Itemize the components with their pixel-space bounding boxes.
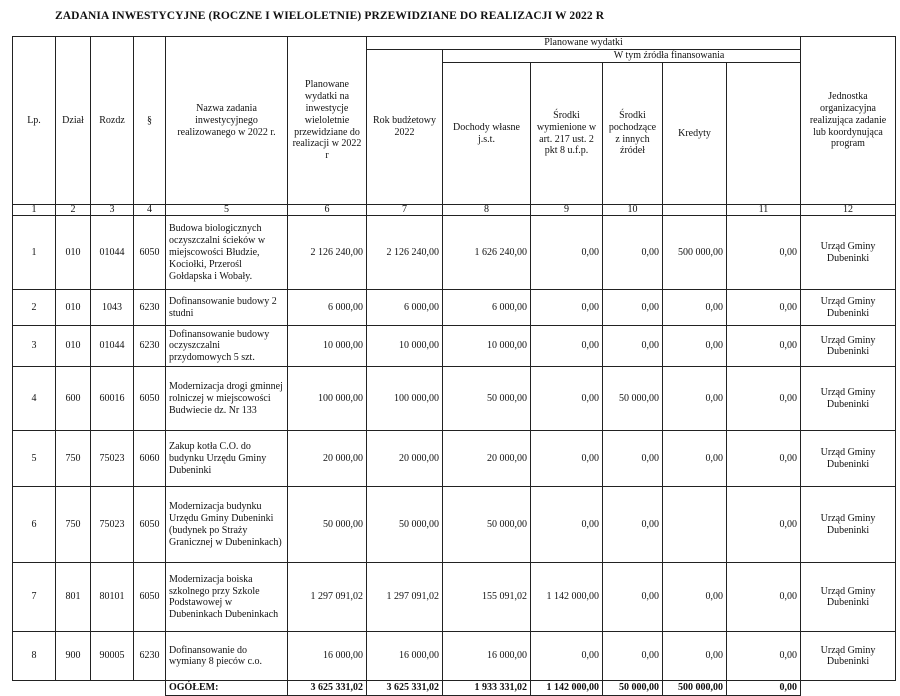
table-row: [13, 216, 896, 290]
header-jednostka: Jednostka organizacyjna realizująca zadanie lub koordynująca program: [801, 37, 896, 205]
cell-srodki-217: 0,00: [531, 290, 603, 326]
cell-srodki-5: 0,00: [727, 326, 801, 367]
cell-jednostka: Urząd Gminy Dubeninki: [801, 487, 896, 563]
total-blank: [801, 681, 896, 696]
cell-jednostka: Urząd Gminy Dubeninki: [801, 326, 896, 367]
cell-rok: 10 000,00: [367, 326, 443, 367]
header-w-tym-zrodla: W tym źródła finansowania: [443, 50, 896, 63]
cell-paragraf: 6050: [134, 367, 166, 431]
cell-dzial: 010: [56, 326, 91, 367]
cell-planowane: 2 126 240,00: [288, 216, 367, 290]
column-number: 3: [91, 205, 134, 216]
cell-dochody: 155 091,02: [443, 563, 531, 632]
cell-paragraf: 6230: [134, 326, 166, 367]
cell-rozdz: 01044: [91, 216, 134, 290]
cell-planowane: 50 000,00: [288, 487, 367, 563]
header-dzial: Dział: [56, 37, 91, 205]
cell-srodki-inne: 0,00: [603, 563, 663, 632]
header-empty: [727, 62, 801, 205]
total-blank: [91, 681, 134, 696]
cell-planowane: 6 000,00: [288, 290, 367, 326]
cell-dzial: 801: [56, 563, 91, 632]
cell-rok: 100 000,00: [367, 367, 443, 431]
column-number: 1: [13, 205, 56, 216]
cell-dochody: 50 000,00: [443, 367, 531, 431]
cell-dzial: 900: [56, 632, 91, 681]
cell-kredyty: 0,00: [663, 290, 727, 326]
cell-nazwa: Dofinansowanie do wymiany 8 pieców c.o.: [166, 632, 288, 681]
cell-kredyty: 0,00: [663, 326, 727, 367]
cell-srodki-5: 0,00: [727, 487, 801, 563]
cell-srodki-217: 0,00: [531, 632, 603, 681]
cell-planowane: 16 000,00: [288, 632, 367, 681]
cell-srodki-5: 0,00: [727, 290, 801, 326]
cell-dochody: 16 000,00: [443, 632, 531, 681]
cell-srodki-inne: 0,00: [603, 431, 663, 487]
cell-rok: 16 000,00: [367, 632, 443, 681]
total-dochody: 1 933 331,02: [443, 681, 531, 696]
column-number: 9: [531, 205, 603, 216]
cell-jednostka: Urząd Gminy Dubeninki: [801, 563, 896, 632]
cell-lp: 1: [13, 216, 56, 290]
cell-paragraf: 6060: [134, 431, 166, 487]
total-row: [13, 681, 896, 696]
cell-rok: 1 297 091,02: [367, 563, 443, 632]
cell-srodki-inne: 50 000,00: [603, 367, 663, 431]
cell-srodki-inne: 0,00: [603, 290, 663, 326]
column-number: 2: [56, 205, 91, 216]
column-number: 5: [166, 205, 288, 216]
document-title: ZADANIA INWESTYCYJNE (ROCZNE I WIELOLETNIE) PRZEWIDZIANE DO REALIZACJI W 2022 R: [55, 10, 605, 22]
header-rozdz: Rozdz: [91, 37, 134, 205]
cell-jednostka: Urząd Gminy Dubeninki: [801, 367, 896, 431]
cell-kredyty: 0,00: [663, 563, 727, 632]
cell-rozdz: 90005: [91, 632, 134, 681]
cell-srodki-217: 1 142 000,00: [531, 563, 603, 632]
cell-dzial: 010: [56, 216, 91, 290]
cell-jednostka: Urząd Gminy Dubeninki: [801, 290, 896, 326]
cell-rozdz: 60016: [91, 367, 134, 431]
cell-lp: 7: [13, 563, 56, 632]
cell-paragraf: 6230: [134, 632, 166, 681]
cell-dochody: 20 000,00: [443, 431, 531, 487]
cell-kredyty: 0,00: [663, 431, 727, 487]
cell-planowane: 20 000,00: [288, 431, 367, 487]
cell-lp: 5: [13, 431, 56, 487]
table-row: [13, 632, 896, 681]
column-number: 12: [801, 205, 896, 216]
cell-srodki-inne: 0,00: [603, 487, 663, 563]
total-srodki-inne: 50 000,00: [603, 681, 663, 696]
cell-dochody: 50 000,00: [443, 487, 531, 563]
cell-srodki-217: 0,00: [531, 216, 603, 290]
cell-srodki-217: 0,00: [531, 367, 603, 431]
cell-nazwa: Modernizacja budynku Urzędu Gminy Dubeninki (budynek po Straży Granicznej w Dubeninkach): [166, 487, 288, 563]
header-dochody: Dochody własne j.s.t.: [443, 62, 531, 205]
cell-nazwa: Dofinansowanie budowy oczyszczalni przydomowych 5 szt.: [166, 326, 288, 367]
cell-paragraf: 6050: [134, 216, 166, 290]
cell-srodki-5: 0,00: [727, 431, 801, 487]
cell-kredyty: 0,00: [663, 632, 727, 681]
table-row: [13, 487, 896, 563]
cell-lp: 2: [13, 290, 56, 326]
cell-jednostka: Urząd Gminy Dubeninki: [801, 431, 896, 487]
cell-rozdz: 01044: [91, 326, 134, 367]
investment-table: [12, 36, 896, 696]
cell-srodki-5: 0,00: [727, 632, 801, 681]
cell-dzial: 750: [56, 487, 91, 563]
cell-srodki-5: 0,00: [727, 367, 801, 431]
table-row: [13, 431, 896, 487]
cell-rok: 50 000,00: [367, 487, 443, 563]
cell-rozdz: 80101: [91, 563, 134, 632]
cell-kredyty: 0,00: [663, 367, 727, 431]
column-number-row: [13, 205, 896, 216]
cell-paragraf: 6050: [134, 487, 166, 563]
cell-planowane: 100 000,00: [288, 367, 367, 431]
header-srodki-217: Środki wymienione w art. 217 ust. 2 pkt 8 u.f.p.: [531, 62, 603, 205]
table-row: [13, 367, 896, 431]
cell-rok: 20 000,00: [367, 431, 443, 487]
cell-paragraf: 6230: [134, 290, 166, 326]
total-planowane: 3 625 331,02: [288, 681, 367, 696]
cell-dochody: 6 000,00: [443, 290, 531, 326]
cell-rozdz: 75023: [91, 431, 134, 487]
column-number: 6: [288, 205, 367, 216]
cell-lp: 4: [13, 367, 56, 431]
cell-rozdz: 1043: [91, 290, 134, 326]
total-rok: 3 625 331,02: [367, 681, 443, 696]
cell-dochody: 10 000,00: [443, 326, 531, 367]
cell-dzial: 600: [56, 367, 91, 431]
cell-nazwa: Modernizacja boiska szkolnego przy Szkole Podstawowej w Dubeninkach Dubeninkach: [166, 563, 288, 632]
cell-dochody: 1 626 240,00: [443, 216, 531, 290]
cell-lp: 3: [13, 326, 56, 367]
cell-dzial: 010: [56, 290, 91, 326]
cell-srodki-5: 0,00: [727, 563, 801, 632]
cell-srodki-inne: 0,00: [603, 216, 663, 290]
header-planowane-wydatki: Planowane wydatki: [367, 37, 801, 50]
cell-rozdz: 75023: [91, 487, 134, 563]
header-rok-budzetowy: Rok budżetowy 2022: [367, 50, 443, 205]
cell-planowane: 1 297 091,02: [288, 563, 367, 632]
total-srodki-217: 1 142 000,00: [531, 681, 603, 696]
header-lp: Lp.: [13, 37, 56, 205]
header-srodki-inne: Środki pochodzące z innych źródeł: [603, 62, 663, 205]
column-number: 4: [134, 205, 166, 216]
total-blank: [134, 681, 166, 696]
table-row: [13, 290, 896, 326]
column-number: 7: [367, 205, 443, 216]
cell-jednostka: Urząd Gminy Dubeninki: [801, 632, 896, 681]
header-planowane-lacznie: Planowane wydatki na inwestycje wieloletnie przewidziane do realizacji w 2022 r: [288, 37, 367, 205]
column-number: 8: [443, 205, 531, 216]
table-row: [13, 326, 896, 367]
cell-jednostka: Urząd Gminy Dubeninki: [801, 216, 896, 290]
header-kredyty: Kredyty: [663, 62, 727, 205]
cell-nazwa: Dofinansowanie budowy 2 studni: [166, 290, 288, 326]
cell-planowane: 10 000,00: [288, 326, 367, 367]
total-blank: [13, 681, 56, 696]
cell-dzial: 750: [56, 431, 91, 487]
cell-srodki-inne: 0,00: [603, 326, 663, 367]
column-number: [663, 205, 727, 216]
cell-nazwa: Budowa biologicznych oczyszczalni ścieków w miejscowości Błudzie, Kociołki, Przerośl Gołdapska i Wobały.: [166, 216, 288, 290]
total-label: OGÓŁEM:: [166, 681, 288, 696]
column-number: 10: [603, 205, 663, 216]
total-kredyty: 500 000,00: [663, 681, 727, 696]
cell-kredyty: [663, 487, 727, 563]
header-paragraf: §: [134, 37, 166, 205]
cell-srodki-5: 0,00: [727, 216, 801, 290]
cell-nazwa: Modernizacja drogi gminnej rolniczej w miejscowości Budwiecie dz. Nr 133: [166, 367, 288, 431]
column-number: 11: [727, 205, 801, 216]
cell-srodki-217: 0,00: [531, 326, 603, 367]
header-nazwa: Nazwa zadania inwestycyjnego realizowanego w 2022 r.: [166, 37, 288, 205]
cell-kredyty: 500 000,00: [663, 216, 727, 290]
cell-srodki-217: 0,00: [531, 487, 603, 563]
cell-srodki-inne: 0,00: [603, 632, 663, 681]
cell-nazwa: Zakup kotła C.O. do budynku Urzędu Gminy Dubeninki: [166, 431, 288, 487]
cell-rok: 6 000,00: [367, 290, 443, 326]
table-row: [13, 563, 896, 632]
cell-lp: 8: [13, 632, 56, 681]
cell-rok: 2 126 240,00: [367, 216, 443, 290]
cell-srodki-217: 0,00: [531, 431, 603, 487]
cell-lp: 6: [13, 487, 56, 563]
total-blank: [56, 681, 91, 696]
cell-paragraf: 6050: [134, 563, 166, 632]
total-srodki-5: 0,00: [727, 681, 801, 696]
